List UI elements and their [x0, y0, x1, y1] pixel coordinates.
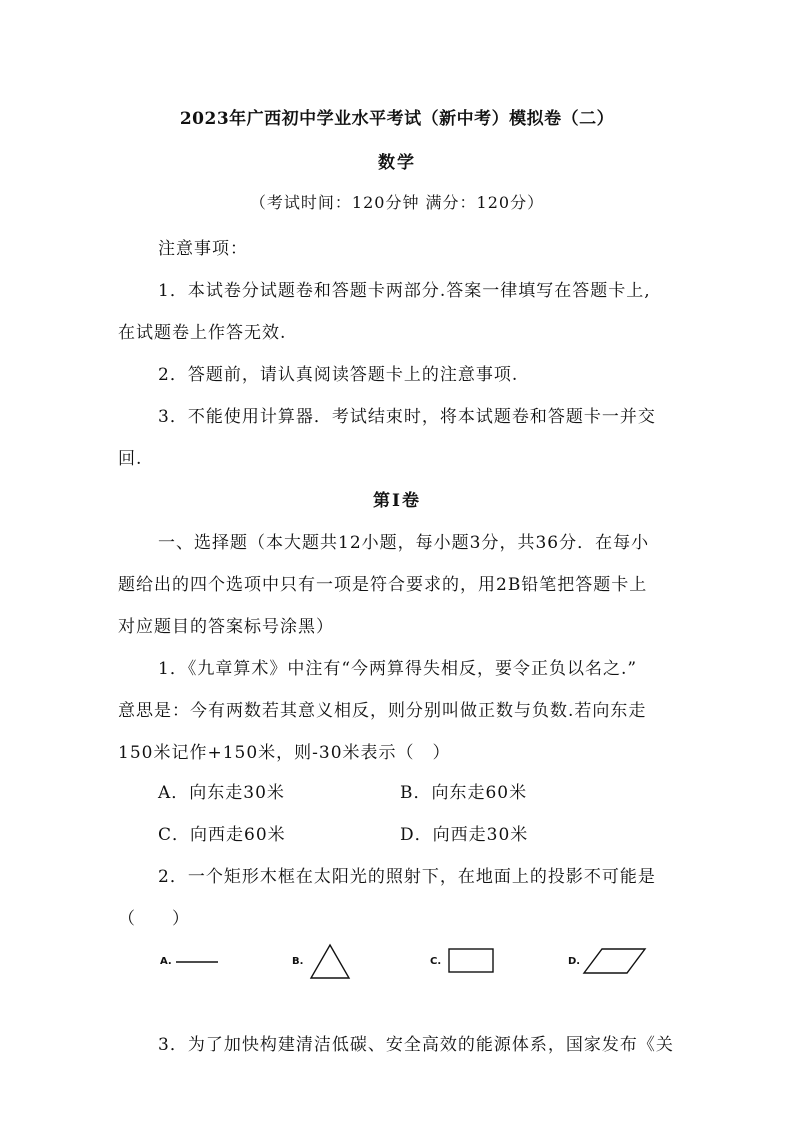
triangle-figure [308, 942, 352, 982]
question-2-line-1: 2．一个矩形木框在太阳光的照射下，在地面上的投影不可能是 [158, 867, 656, 887]
note-item-3-line-2: 回. [118, 449, 143, 469]
question-1-option-d: D．向西走30米 [400, 825, 529, 845]
question-2-option-b-label: B. [292, 956, 304, 967]
part-one-heading: 第Ⅰ卷 [373, 491, 421, 511]
question-2-line-2: （ ） [118, 909, 190, 929]
section-instructions-line-1: 一、选择题（本大题共12小题，每小题3分，共36分．在每小 [158, 533, 650, 553]
exam-title: 2023年广西初中学业水平考试（新中考）模拟卷（二） [179, 109, 615, 129]
notes-heading: 注意事项： [158, 239, 248, 259]
question-1-line-2: 意思是：今有两数若其意义相反，则分别叫做正数与负数.若向东走 [118, 701, 647, 721]
question-1-option-a: A．向东走30米 [158, 783, 285, 803]
question-1-option-c: C．向西走60米 [158, 825, 286, 845]
question-3-line-1: 3．为了加快构建清洁低碳、安全高效的能源体系，国家发布《关 [158, 1035, 674, 1055]
question-2-option-d-label: D. [568, 956, 581, 967]
exam-info: （考试时间：120分钟 满分：120分） [249, 193, 545, 212]
question-1-line-1: 1．《九章算术》中注有“今两算得失相反，要令正负以名之.” [158, 659, 638, 679]
question-1-line-3: 150米记作+150米，则-30米表示（ ） [118, 743, 451, 763]
note-item-3-line-1: 3．不能使用计算器．考试结束时，将本试题卷和答题卡一并交 [158, 407, 656, 427]
question-2-option-a-label: A. [160, 956, 172, 967]
question-1-option-b: B．向东走60米 [400, 783, 528, 803]
note-item-2: 2．答题前，请认真阅读答题卡上的注意事项. [158, 365, 519, 385]
section-instructions-line-3: 对应题目的答案标号涂黑） [118, 617, 334, 637]
parallelogram-figure [582, 946, 648, 976]
note-item-1-line-2: 在试题卷上作答无效. [118, 323, 287, 343]
line-segment-figure [174, 950, 222, 974]
subject-title: 数学 [378, 153, 416, 173]
section-instructions-line-2: 题给出的四个选项中只有一项是符合要求的，用2B铅笔把答题卡上 [118, 575, 648, 595]
note-item-1-line-1: 1．本试卷分试题卷和答题卡两部分.答案一律填写在答题卡上, [158, 281, 651, 301]
question-2-option-c-label: C. [430, 956, 442, 967]
rectangle-figure [446, 946, 496, 976]
